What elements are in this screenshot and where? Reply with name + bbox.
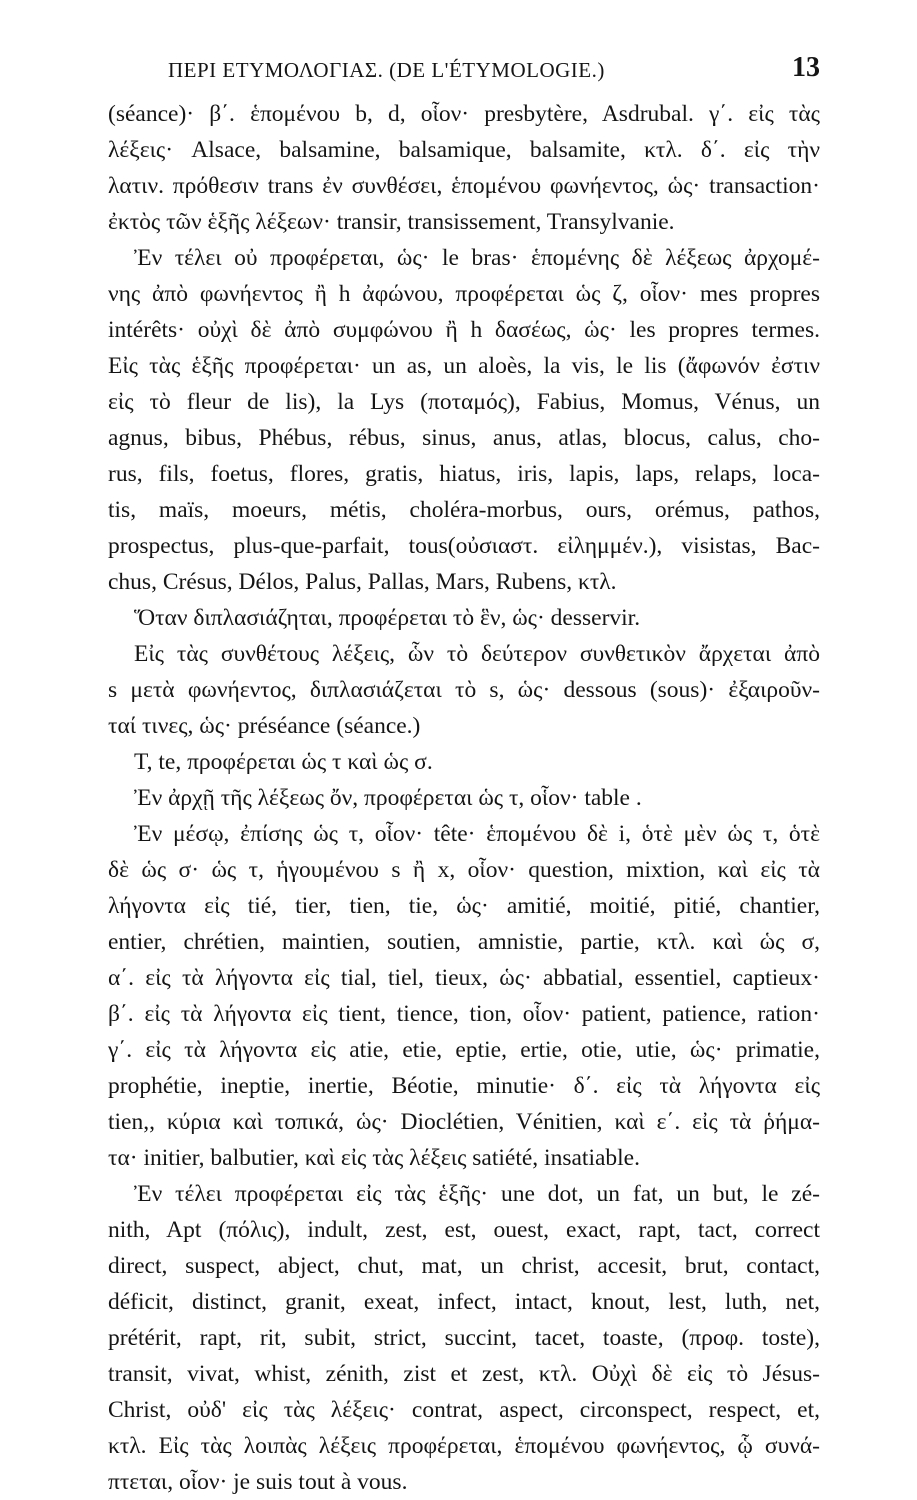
text-line: λέξεις· Alsace, balsamine, balsamique, balsamite, κτλ. δ΄. εἰς τὴν [108, 137, 820, 163]
text-line: Ὅταν διπλασιάζηται, προφέρεται τὸ ἓν, ὡς· desservir. [134, 605, 641, 631]
text-line: Ἐν τέλει προφέρεται εἰς τὰς ἑξῆς· une dot, un fat, un but, le zé- [134, 1181, 820, 1207]
text-line: εἰς τὸ fleur de lis), la Lys (ποταμός), Fabius, Momus, Vénus, un [108, 389, 820, 415]
text-line: prospectus, plus-que-parfait, tous(οὐσιαστ. εἰλημμέν.), visistas, Bac- [108, 533, 820, 559]
text-line: prophétie, ineptie, inertie, Béotie, minutie· δ΄. εἰς τὰ λήγοντα εἰς [108, 1073, 820, 1099]
text-line: tis, maïs, moeurs, métis, choléra-morbus, ours, orémus, pathos, [108, 497, 820, 523]
text-line: λατιν. πρόθεσιν trans ἐν συνθέσει, ἑπομένου φωνήεντος, ὡς· transaction· [108, 173, 820, 199]
text-line: Εἰς τὰς συνθέτους λέξεις, ὧν τὸ δεύτερον συνθετικὸν ἄρχεται ἀπὸ [134, 641, 820, 667]
text-line: ἐκτὸς τῶν ἑξῆς λέξεων· transir, transissement, Transylvanie. [108, 209, 675, 235]
text-line: direct, suspect, abject, chut, mat, un christ, accesit, brut, contact, [108, 1253, 820, 1279]
body-text [108, 96, 820, 1500]
text-line: γ΄. εἰς τὰ λήγοντα εἰς atie, etie, eptie, ertie, otie, utie, ὡς· primatie, [108, 1037, 820, 1063]
text-line: ταί τινες, ὡς· préséance (séance.) [108, 713, 421, 739]
text-line: intérêts· οὐχὶ δὲ ἀπὸ συμφώνου ἢ h δασέως, ὡς· les propres termes. [108, 317, 820, 343]
text-line: πτεται, οἷον· je suis tout à vous. [108, 1469, 408, 1495]
text-line: T, te, προφέρεται ὡς τ καὶ ὡς σ. [134, 749, 433, 775]
text-line: s μετὰ φωνήεντος, διπλασιάζεται τὸ s, ὡς· dessous (sous)· ἐξαιροῦν- [108, 677, 820, 703]
text-line: entier, chrétien, maintien, soutien, amnistie, partie, κτλ. καὶ ὡς σ, [108, 929, 820, 955]
text-line: Ἐν μέσῳ, ἐπίσης ὡς τ, οἷον· tête· ἑπομένου δὲ i, ὁτὲ μὲν ὡς τ, ὁτὲ [134, 821, 820, 847]
text-line: chus, Crésus, Délos, Palus, Pallas, Mars, Rubens, κτλ. [108, 569, 617, 595]
text-line: δὲ ὡς σ· ὡς τ, ἡγουμένου s ἢ x, οἷον· question, mixtion, καὶ εἰς τὰ [108, 857, 820, 883]
text-line: α΄. εἰς τὰ λήγοντα εἰς tial, tiel, tieux, ὡς· abbatial, essentiel, captieux· [108, 965, 820, 991]
running-head: ΠΕΡΙ ΕΤΥΜΟΛΟΓΙΑΣ. (DE L'ÉTYMOLOGIE.) [168, 58, 605, 82]
text-line: déficit, distinct, granit, exeat, infect, intact, knout, lest, luth, net, [108, 1289, 820, 1315]
text-line: nith, Apt (πόλις), indult, zest, est, ouest, exact, rapt, tact, correct [108, 1217, 820, 1243]
text-line: κτλ. Εἰς τὰς λοιπὰς λέξεις προφέρεται, ἑπομένου φωνήεντος, ᾧ συνά- [108, 1433, 820, 1459]
text-line: Christ, οὐδ' εἰς τὰς λέξεις· contrat, aspect, circonspect, respect, et, [108, 1397, 820, 1423]
text-line: tien,, κύρια καὶ τοπικά, ὡς· Dioclétien, Vénitien, καὶ ε΄. εἰς τὰ ῥήμα- [108, 1109, 820, 1135]
text-line: Ἐν ἀρχῇ τῆς λέξεως ὄν, προφέρεται ὡς τ, οἷον· table . [134, 785, 642, 811]
text-line: transit, vivat, whist, zénith, zist et zest, κτλ. Οὐχὶ δὲ εἰς τὸ Jésus- [108, 1361, 820, 1387]
page-header [108, 48, 820, 88]
text-line: τα· initier, balbutier, καὶ εἰς τὰς λέξεις satiété, insatiable. [108, 1145, 640, 1171]
text-line: rus, fils, foetus, flores, gratis, hiatus, iris, lapis, laps, relaps, loca- [108, 461, 820, 487]
text-line: Εἰς τὰς ἑξῆς προφέρεται· un as, un aloès, la vis, le lis (ἄφωνόν ἐστιν [108, 353, 820, 379]
text-line: λήγοντα εἰς tié, tier, tien, tie, ὡς· amitié, moitié, pitié, chantier, [108, 893, 820, 919]
page-number: 13 [792, 52, 820, 83]
text-line: β΄. εἰς τὰ λήγοντα εἰς tient, tience, tion, οἷον· patient, patience, ration· [108, 1001, 820, 1027]
text-line: agnus, bibus, Phébus, rébus, sinus, anus, atlas, blocus, calus, cho- [108, 425, 820, 451]
text-line: prétérit, rapt, rit, subit, strict, succint, tacet, toaste, (προφ. toste), [108, 1325, 820, 1351]
text-line: (séance)· β΄. ἑπομένου b, d, οἷον· presbytère, Asdrubal. γ΄. εἰς τὰς [108, 101, 820, 127]
text-line: νης ἀπὸ φωνήεντος ἢ h ἀφώνου, προφέρεται ὡς ζ, οἷον· mes propres [108, 281, 820, 307]
text-line: Ἐν τέλει οὐ προφέρεται, ὡς· le bras· ἑπομένης δὲ λέξεως ἀρχομέ- [134, 245, 820, 271]
